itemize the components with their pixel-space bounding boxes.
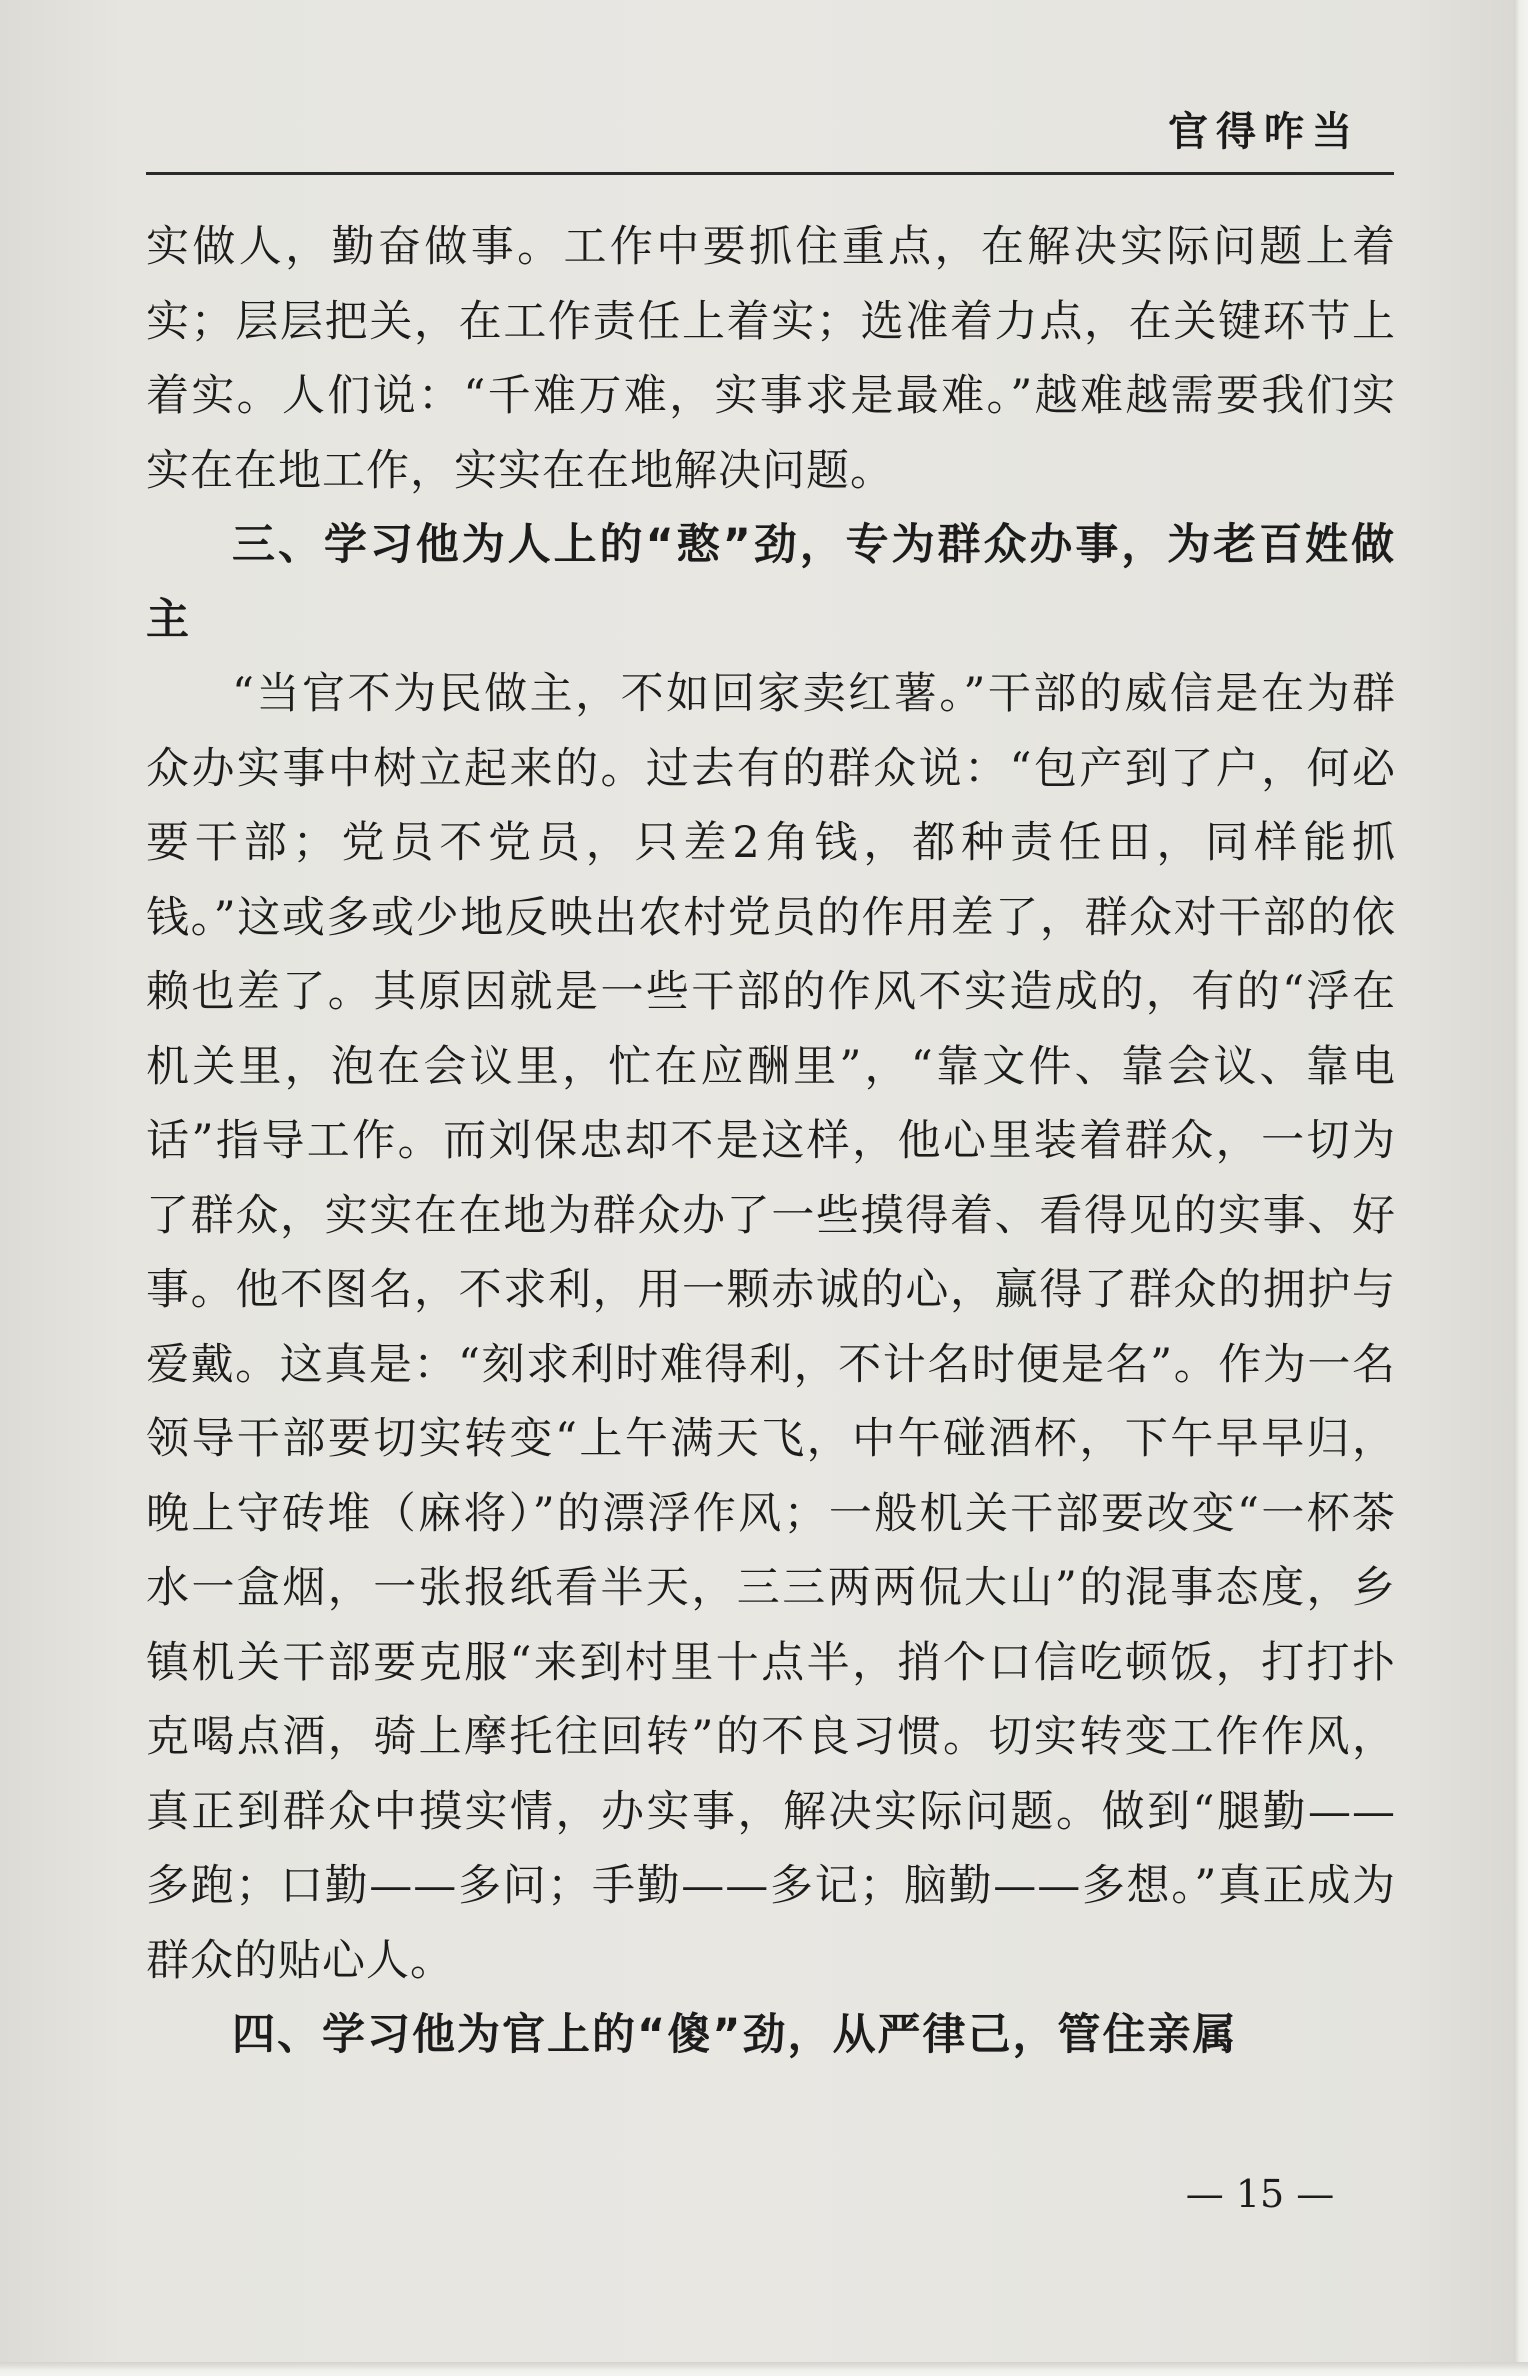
section-heading-four: 四、学习他为官上的“傻”劲，从严律己，管住亲属 bbox=[232, 2010, 1238, 2060]
paragraph-body: “当官不为民做主，不如回家卖红薯。”干部的威信是在为群众办实事中树立起来的。过去有的群众说：“包产到了户，何必要干部；党员不党员，只差2角钱，都种责任田，同样能抓钱。”这或多或少地反映出农村党员的作用差了，群众对干部的依赖也差了。其原因就是一些干部的作风不实造成的，有的“浮在机关里，泡在会议里，忙在应酬里”，“靠文件、靠会议、靠电话”指导工作。而刘保忠却不是这样，他心里装着群众，一切为了群众，实实在在地为群众办了一些摸得着、看得见的实事、好事。他不图名，不求利，用一颗赤诚的心，赢得了群众的拥护与爱戴。这真是：“刻求利时难得利，不计名时便是名”。作为一名领导干部要切实转变“上午满天飞，中午碰酒杯，下午早早归，晚上守砖堆（麻将）”的漂浮作风；一般机关干部要改变“一杯茶水一盒烟，一张报纸看半天，三三两两侃大山”的混事态度，乡镇机关干部要克服“来到村里十点半，捎个口信吃顿饭，打打扑克喝点酒，骑上摩托往回转”的不良习惯。切实转变工作作风，真正到群众中摸实情，办实事，解决实际问题。做到“腿勤——多跑；口勤——多问；手勤——多记；脑勤——多想。”真正成为群众的贴心人。 bbox=[146, 669, 1396, 1986]
page-edge-right bbox=[1514, 0, 1528, 2376]
page-number: — 15 — bbox=[1185, 2172, 1335, 2216]
page-edge-bottom bbox=[0, 2362, 1528, 2376]
body-text bbox=[146, 210, 1396, 2073]
paragraph-continued: 实做人，勤奋做事。工作中要抓住重点，在解决实际问题上着实；层层把关，在工作责任上着实；选准着力点，在关键环节上着实。人们说：“千难万难，实事求是最难。”越难越需要我们实实在在地工作，实实在在地解决问题。 bbox=[146, 222, 1396, 496]
running-head: 官得咋当 bbox=[1168, 109, 1360, 155]
section-heading-three: 三、学习他为人上的“憨”劲，专为群众办事，为老百姓做主 bbox=[146, 520, 1396, 645]
header-rule bbox=[146, 172, 1394, 175]
